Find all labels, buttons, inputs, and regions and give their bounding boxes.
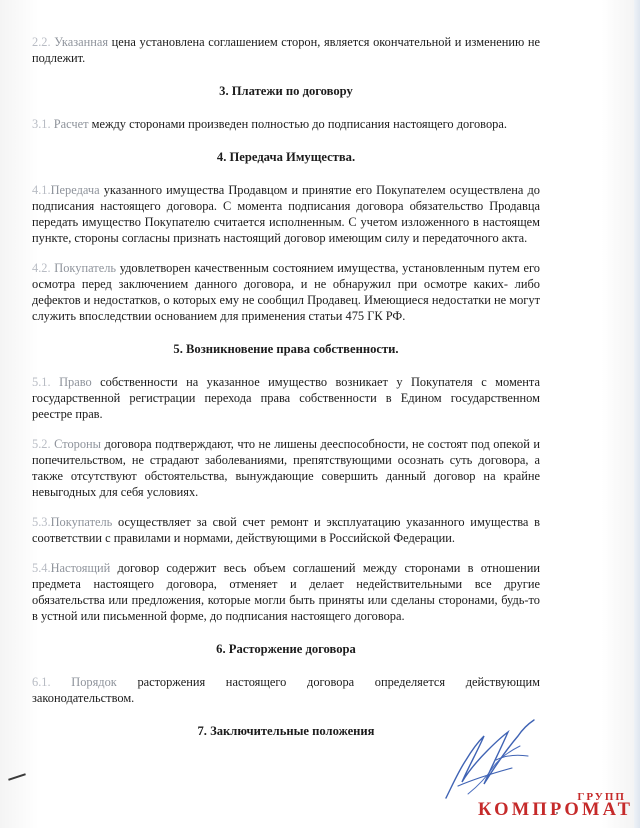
clause-number: 5.4. bbox=[32, 561, 51, 575]
clause-text: договора подтверждают, что не лишены дееспособности, не состоят под опекой и попечительством, не страдают заболеваниями, препятствующими осознать суть договора, а также отсутствуют обстоятельства, вынуждающие совершить данный договор на крайне невыгодных для себя условиях. bbox=[32, 437, 540, 499]
clause-text: расторжения настоящего договора определяется действующим законодательством. bbox=[32, 675, 540, 705]
section-heading-3: 3. Платежи по договору bbox=[219, 84, 353, 98]
clause-lead: Стороны bbox=[54, 437, 102, 451]
clause-5-3 bbox=[32, 514, 540, 546]
clause-number: 2.2. bbox=[32, 35, 51, 49]
clause-lead: Порядок bbox=[71, 675, 117, 689]
clause-5-1 bbox=[32, 374, 540, 422]
section-heading-4: 4. Передача Имущества. bbox=[216, 150, 356, 164]
clause-number: 4.1. bbox=[32, 183, 51, 197]
section-heading-5: 5. Возникновение права собственности. bbox=[173, 342, 399, 356]
clause-text: собственности на указанное имущество возникает у Покупателя с момента государственной регистрации перехода права собственности в Едином государственном реестре прав. bbox=[32, 375, 540, 421]
clause-number: 6.1. bbox=[32, 675, 51, 689]
clause-5-4 bbox=[32, 560, 540, 624]
clause-number: 4.2. bbox=[32, 261, 51, 275]
section-heading-6: 6. Расторжение договора bbox=[216, 642, 356, 656]
clause-4-1 bbox=[32, 182, 540, 246]
clause-number: 5.3. bbox=[32, 515, 51, 529]
clause-text: удовлетворен качественным состоянием имущества, установленным путем его осмотра перед заключением данного договора, и не обнаружил при осмотре каких- либо дефектов и недостатков, о которых ему не сообщил Продавец. Имеющиеся недостатки не могут служить впоследствии основанием для применения статьи 475 ГК РФ. bbox=[32, 261, 540, 323]
document-body bbox=[32, 34, 540, 739]
scan-mark bbox=[8, 773, 26, 780]
clause-text: цена установлена соглашением сторон, является окончательной и изменению не подлежит. bbox=[32, 35, 540, 65]
clause-text: договор содержит весь объем соглашений между сторонами в отношении предмета настоящего договора, отменяет и делает недействительными все другие обязательства или предложения, которые могли быть приняты или сделаны сторонами, будь-то в устной или письменной форме, до подписания настоящего договора. bbox=[32, 561, 540, 623]
clause-number: 5.1. bbox=[32, 375, 51, 389]
clause-2-2 bbox=[32, 34, 540, 66]
clause-lead: Расчет bbox=[53, 117, 89, 131]
section-heading-7: 7. Заключительные положения bbox=[197, 724, 375, 738]
clause-5-2 bbox=[32, 436, 540, 500]
clause-lead: Настоящий bbox=[50, 561, 111, 575]
clause-text: осуществляет за свой счет ремонт и эксплуатацию указанного имущества в соответствии с правилами и нормами, действующими в Российской Федерации. bbox=[32, 515, 540, 545]
clause-3-1 bbox=[32, 116, 540, 132]
clause-6-1 bbox=[32, 674, 540, 706]
watermark bbox=[478, 791, 638, 827]
clause-text: указанного имущества Продавцом и принятие его Покупателем осуществлена до подписания настоящего договора. С момента подписания договора обязательство Продавца передать имущество Покупателю считается исполненным. С учетом изложенного в настоящем пункте, стороны согласны признать настоящий договор имеющим силу и передаточного акта. bbox=[32, 183, 540, 245]
clause-lead: Право bbox=[59, 375, 92, 389]
clause-number: 5.2. bbox=[32, 437, 51, 451]
watermark-main: КОМПРОМАТ bbox=[478, 800, 634, 820]
clause-4-2 bbox=[32, 260, 540, 324]
clause-text: между сторонами произведен полностью до подписания настоящего договора. bbox=[88, 117, 507, 131]
clause-lead: Передача bbox=[50, 183, 100, 197]
clause-lead: Покупатель bbox=[54, 261, 117, 275]
watermark-top: ГРУПП bbox=[577, 791, 626, 803]
clause-number: 3.1. bbox=[32, 117, 51, 131]
clause-lead: Указанная bbox=[54, 35, 109, 49]
clause-lead: Покупатель bbox=[50, 515, 113, 529]
